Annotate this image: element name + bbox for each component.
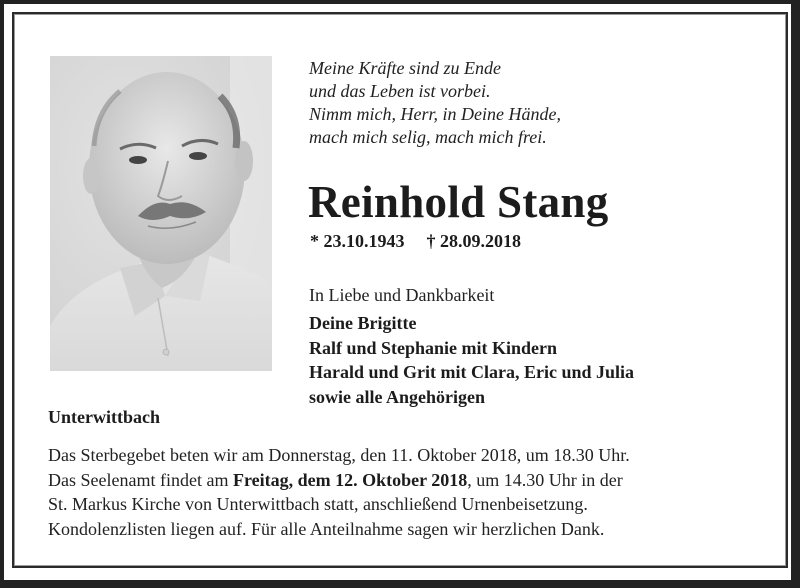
service-line-church: St. Markus Kirche von Unterwittbach statt, anschließend Urnenbeisetzung. bbox=[48, 494, 588, 514]
mourner-entry: sowie alle Angehörigen bbox=[309, 386, 485, 407]
poem-verse bbox=[309, 57, 561, 149]
deceased-name: Reinhold Stang bbox=[308, 177, 609, 227]
requiem-date: Freitag, dem 12. Oktober 2018 bbox=[232, 469, 468, 490]
requiem-text-before: Das Seelenamt findet am bbox=[48, 469, 233, 490]
service-details bbox=[48, 443, 630, 541]
service-line-prayer: Das Sterbegebet beten wir am Donnerstag, den 11. Oktober 2018, um 18.30 Uhr. bbox=[48, 445, 630, 465]
poem-line: Nimm mich, Herr, in Deine Hände, bbox=[309, 104, 561, 124]
service-line-condolences: Kondolenzlisten liegen auf. Für alle Anteilnahme sagen wir herzlichen Dank. bbox=[48, 518, 605, 539]
portrait-photo bbox=[50, 56, 272, 371]
poem-line: mach mich selig, mach mich frei. bbox=[309, 127, 547, 147]
death-date: † 28.09.2018 bbox=[426, 231, 521, 251]
poem-line: Meine Kräfte sind zu Ende bbox=[309, 58, 501, 78]
mourners-list bbox=[309, 311, 634, 409]
mourner-entry: Harald und Grit mit Clara, Eric und Julia bbox=[309, 362, 635, 382]
portrait-illustration bbox=[50, 56, 272, 371]
life-dates bbox=[310, 230, 521, 252]
mourner-entry: Deine Brigitte bbox=[309, 313, 417, 333]
place-name: Unterwittbach bbox=[48, 407, 160, 427]
gratitude-line: In Liebe und Dankbarkeit bbox=[309, 285, 495, 305]
birth-date: * 23.10.1943 bbox=[310, 231, 405, 251]
mourner-entry: Ralf und Stephanie mit Kindern bbox=[309, 337, 558, 358]
requiem-text-after: , um 14.30 Uhr in der bbox=[467, 469, 623, 490]
poem-line: und das Leben ist vorbei. bbox=[309, 81, 491, 101]
service-line-requiem bbox=[48, 468, 630, 493]
